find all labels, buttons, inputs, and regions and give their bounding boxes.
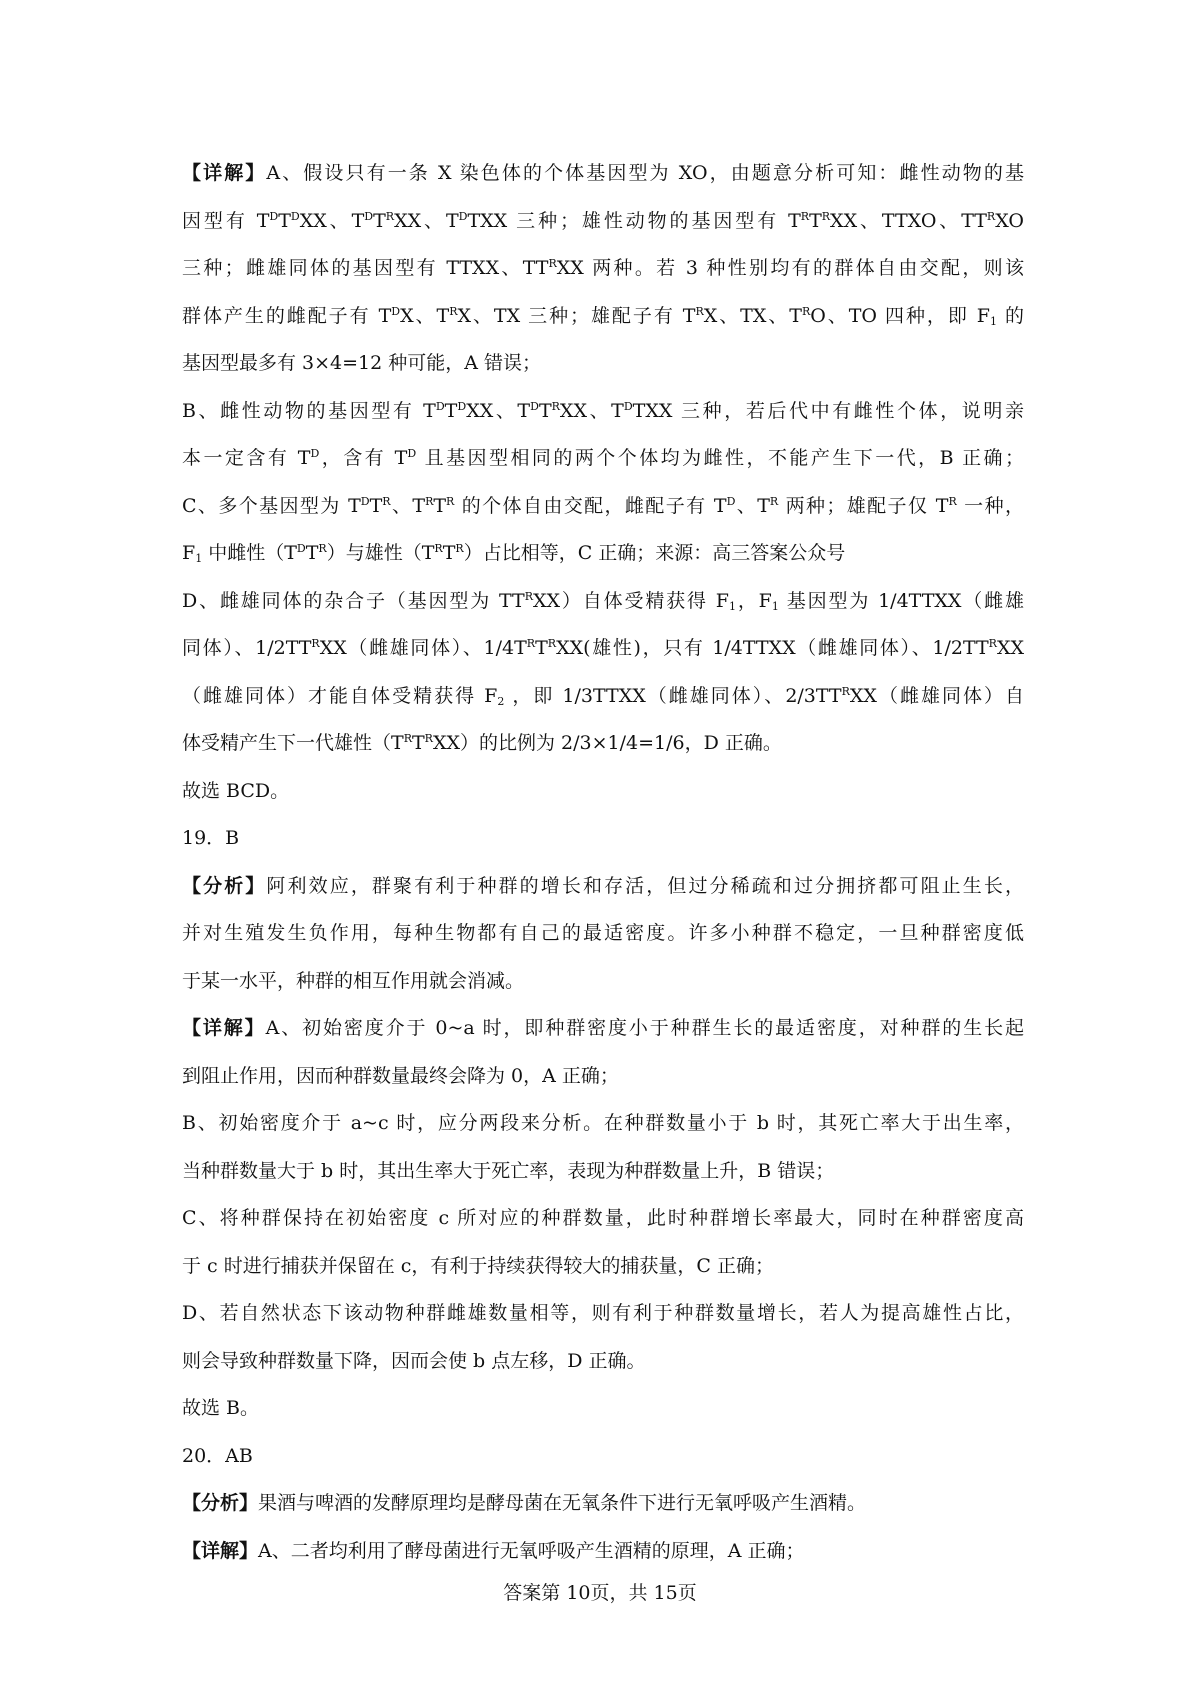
- text-run: A、二者均利用了酵母菌进行无氧呼吸产生酒精的原理，A 正确；: [258, 1539, 805, 1562]
- text-line: [182, 958, 1024, 1006]
- superscript: R: [988, 637, 997, 650]
- superscript: R: [841, 684, 850, 698]
- text-run: XX: [996, 637, 1024, 659]
- superscript: D: [296, 542, 306, 555]
- text-run: XX 两种。若 3 种性别均有的群体自由交配，则该: [556, 257, 1024, 279]
- superscript: D: [360, 494, 370, 508]
- text-line: [182, 1480, 1024, 1528]
- text-line: [182, 1433, 1024, 1481]
- text-run: F: [182, 542, 196, 564]
- text-run: B、初始密度介于 a~c 时，应分两段来分析。在种群数量小于 b 时，其死亡率大于出生率，: [182, 1112, 1024, 1134]
- text-line: [182, 673, 1024, 721]
- text-run: D、若自然状态下该动物种群雌雄数量相等，则有利于种群数量增长，若人为提高雄性占比，: [182, 1302, 1024, 1324]
- text-line: [182, 483, 1024, 531]
- text-line: [182, 245, 1024, 293]
- text-run: X、TX、T: [703, 304, 802, 327]
- text-run: T: [373, 209, 386, 232]
- text-line: [182, 1385, 1024, 1433]
- text-run: 基因型最多有 3×4=12 种可能，A 错误；: [182, 352, 542, 374]
- superscript: R: [801, 304, 811, 318]
- section-tag: 【分析】: [182, 874, 267, 897]
- text-run: T: [433, 494, 447, 517]
- superscript: R: [821, 209, 831, 223]
- text-run: ，即 1/3TTXX（雌雄同体）、2/3TT: [504, 684, 842, 707]
- subscript: 1: [195, 552, 203, 565]
- text-run: C、多个基因型为 T: [182, 494, 361, 517]
- text-run: XO: [995, 209, 1024, 232]
- text-run: 本一定含有 T: [182, 447, 311, 469]
- superscript: R: [455, 542, 464, 555]
- text-run: ）占比相等，C 正确；来源：高三答案公众号: [463, 542, 846, 564]
- text-run: 阿利效应，群聚有利于种群的增长和存活，但过分稀疏和过分拥挤都可阻止生长，: [266, 874, 1024, 897]
- text-line: [182, 720, 1024, 768]
- section-tag: 【详解】: [182, 162, 267, 184]
- superscript: R: [524, 589, 533, 603]
- text-line: [182, 863, 1024, 911]
- answer-body: [182, 150, 1024, 1575]
- subscript: 1: [728, 599, 736, 613]
- text-run: 的: [996, 304, 1024, 327]
- text-run: 同体）、1/2TT: [182, 637, 312, 659]
- text-run: 果酒与啤酒的发酵原理均是酵母菌在无氧条件下进行无氧呼吸产生酒精。: [258, 1492, 867, 1514]
- superscript: R: [769, 494, 779, 508]
- page-footer: 答案第 10页，共 15页: [503, 1582, 697, 1604]
- text-run: T: [305, 542, 319, 564]
- superscript: D: [391, 304, 401, 318]
- text-run: A、假设只有一条 X 染色体的个体基因型为 XO，由题意分析可知：雌性动物的基: [266, 162, 1024, 184]
- section-tag: 【详解】: [182, 1017, 266, 1039]
- text-run: （雌雄同体）才能自体受精获得 F: [182, 684, 498, 707]
- text-line: [182, 340, 1024, 388]
- superscript: R: [424, 732, 433, 745]
- superscript: D: [310, 447, 320, 460]
- text-line: [182, 1338, 1024, 1386]
- text-line: [182, 1195, 1024, 1243]
- text-line: [182, 150, 1024, 198]
- superscript: R: [800, 209, 810, 223]
- text-run: T: [442, 542, 456, 564]
- text-run: 故选 BCD。: [182, 779, 290, 802]
- text-run: TXX 三种；雄性动物的基因型有 T: [467, 209, 801, 232]
- superscript: D: [290, 209, 300, 223]
- subscript: 1: [771, 599, 779, 613]
- text-run: XX、TTXO、TT: [830, 209, 987, 232]
- text-run: 中雌性（T: [202, 542, 297, 564]
- text-run: ，F: [735, 589, 772, 612]
- text-run: X、TX 三种；雄配子有 T: [457, 304, 696, 327]
- text-line: [182, 625, 1024, 673]
- superscript: R: [695, 304, 704, 318]
- superscript: R: [526, 637, 536, 650]
- text-line: [182, 910, 1024, 958]
- text-run: 因型有 T: [182, 209, 270, 232]
- text-line: [182, 293, 1024, 341]
- superscript: R: [551, 399, 560, 413]
- text-run: 并对生殖发生负作用，每种生物都有自己的最适密度。许多小种群不稳定，一旦种群密度低: [182, 922, 1024, 944]
- text-line: [182, 1148, 1024, 1196]
- section-tag: 【分析】: [182, 1492, 259, 1514]
- text-run: 当种群数量大于 b 时，其出生率大于死亡率，表现为种群数量上升，B 错误；: [182, 1159, 835, 1182]
- text-run: 于某一水平，种群的相互作用就会消减。: [182, 969, 525, 992]
- text-run: 的个体自由交配，雌配子有 T: [454, 494, 727, 517]
- text-line: [182, 435, 1024, 483]
- text-run: 两种；雄配子仅 T: [778, 494, 949, 517]
- text-run: 三种；雌雄同体的基因型有 TTXX、TT: [182, 257, 549, 279]
- superscript: R: [311, 637, 320, 650]
- superscript: R: [318, 542, 327, 555]
- superscript: D: [530, 399, 539, 413]
- text-run: T: [411, 732, 425, 754]
- text-run: 于 c 时进行捕获并保留在 c，有利于持续获得较大的捕获量，C 正确；: [182, 1254, 774, 1277]
- subscript: 2: [497, 694, 505, 708]
- text-run: XX、T: [466, 399, 531, 422]
- text-run: 20．AB: [182, 1444, 253, 1467]
- text-run: ，含有 T: [319, 447, 408, 469]
- section-tag: 【详解】: [182, 1539, 259, 1562]
- text-run: 则会导致种群数量下降，因而会使 b 点左移，D 正确。: [182, 1349, 646, 1372]
- text-run: XX、T: [394, 209, 459, 232]
- superscript: R: [434, 542, 443, 555]
- text-run: X、T: [400, 304, 450, 327]
- text-run: 故选 B。: [182, 1397, 260, 1419]
- text-line: [182, 578, 1024, 626]
- text-line: [182, 1243, 1024, 1291]
- text-run: XX、T: [559, 399, 624, 422]
- text-run: A、初始密度介于 0~a 时，即种群密度小于种群生长的最适密度，对种群的生长起: [265, 1017, 1024, 1039]
- text-line: [182, 768, 1024, 816]
- text-run: XX（雌雄同体）自: [849, 684, 1024, 707]
- superscript: D: [435, 399, 445, 413]
- superscript: R: [986, 209, 996, 223]
- text-run: 基因型为 1/4TTXX（雌雄: [778, 589, 1024, 612]
- text-line: [182, 530, 1024, 578]
- text-run: XX(雄性)，只有 1/4TTXX（雌雄同体）、1/2TT: [556, 637, 989, 659]
- text-run: 且基因型相同的两个个体均为雌性，不能产生下一代，B 正确；: [416, 447, 1025, 469]
- superscript: R: [948, 494, 957, 508]
- text-run: D、雌雄同体的杂合子（基因型为 TT: [182, 589, 525, 612]
- text-run: O、TO 四种，即 F: [810, 304, 990, 327]
- text-line: [182, 1528, 1024, 1576]
- text-run: ）与雄性（T: [326, 542, 435, 564]
- superscript: R: [548, 257, 557, 270]
- text-run: T: [809, 209, 822, 232]
- text-run: T: [278, 209, 291, 232]
- text-line: [182, 1005, 1024, 1053]
- superscript: D: [623, 399, 633, 413]
- superscript: R: [425, 494, 434, 508]
- text-run: T: [369, 494, 383, 517]
- superscript: R: [403, 732, 412, 745]
- text-run: 群体产生的雌配子有 T: [182, 304, 392, 327]
- text-line: [182, 198, 1024, 246]
- superscript: R: [446, 494, 455, 508]
- text-run: T: [444, 399, 458, 422]
- superscript: D: [726, 494, 736, 508]
- text-line: [182, 815, 1024, 863]
- text-line: [182, 1053, 1024, 1101]
- text-run: 到阻止作用，因而种群数量最终会降为 0，A 正确；: [182, 1064, 619, 1087]
- superscript: D: [364, 209, 374, 223]
- text-run: XX、T: [299, 209, 365, 232]
- superscript: R: [449, 304, 458, 318]
- text-run: 一种，: [956, 494, 1024, 517]
- text-line: [182, 1290, 1024, 1338]
- text-run: XX）自体受精获得 F: [532, 589, 729, 612]
- text-run: 、T: [390, 494, 426, 517]
- text-line: [182, 1100, 1024, 1148]
- text-run: B、雌性动物的基因型有 T: [182, 399, 436, 422]
- text-run: XX）的比例为 2/3×1/4=1/6，D 正确。: [432, 732, 782, 754]
- text-line: [182, 388, 1024, 436]
- text-run: T: [535, 637, 548, 659]
- superscript: R: [547, 637, 557, 650]
- subscript: 1: [989, 314, 997, 328]
- text-run: 、T: [735, 494, 770, 517]
- superscript: R: [385, 209, 395, 223]
- superscript: D: [407, 447, 417, 460]
- superscript: R: [382, 494, 391, 508]
- superscript: D: [457, 399, 467, 413]
- text-run: XX（雌雄同体）、1/4T: [319, 637, 527, 659]
- superscript: D: [458, 209, 468, 223]
- text-run: T: [538, 399, 552, 422]
- text-run: C、将种群保持在初始密度 c 所对应的种群数量，此时种群增长率最大，同时在种群密度高: [182, 1207, 1024, 1229]
- text-run: 19．B: [182, 827, 240, 849]
- text-run: TXX 三种，若后代中有雌性个体，说明亲: [632, 399, 1024, 422]
- superscript: D: [269, 209, 279, 223]
- text-run: 体受精产生下一代雄性（T: [182, 732, 404, 754]
